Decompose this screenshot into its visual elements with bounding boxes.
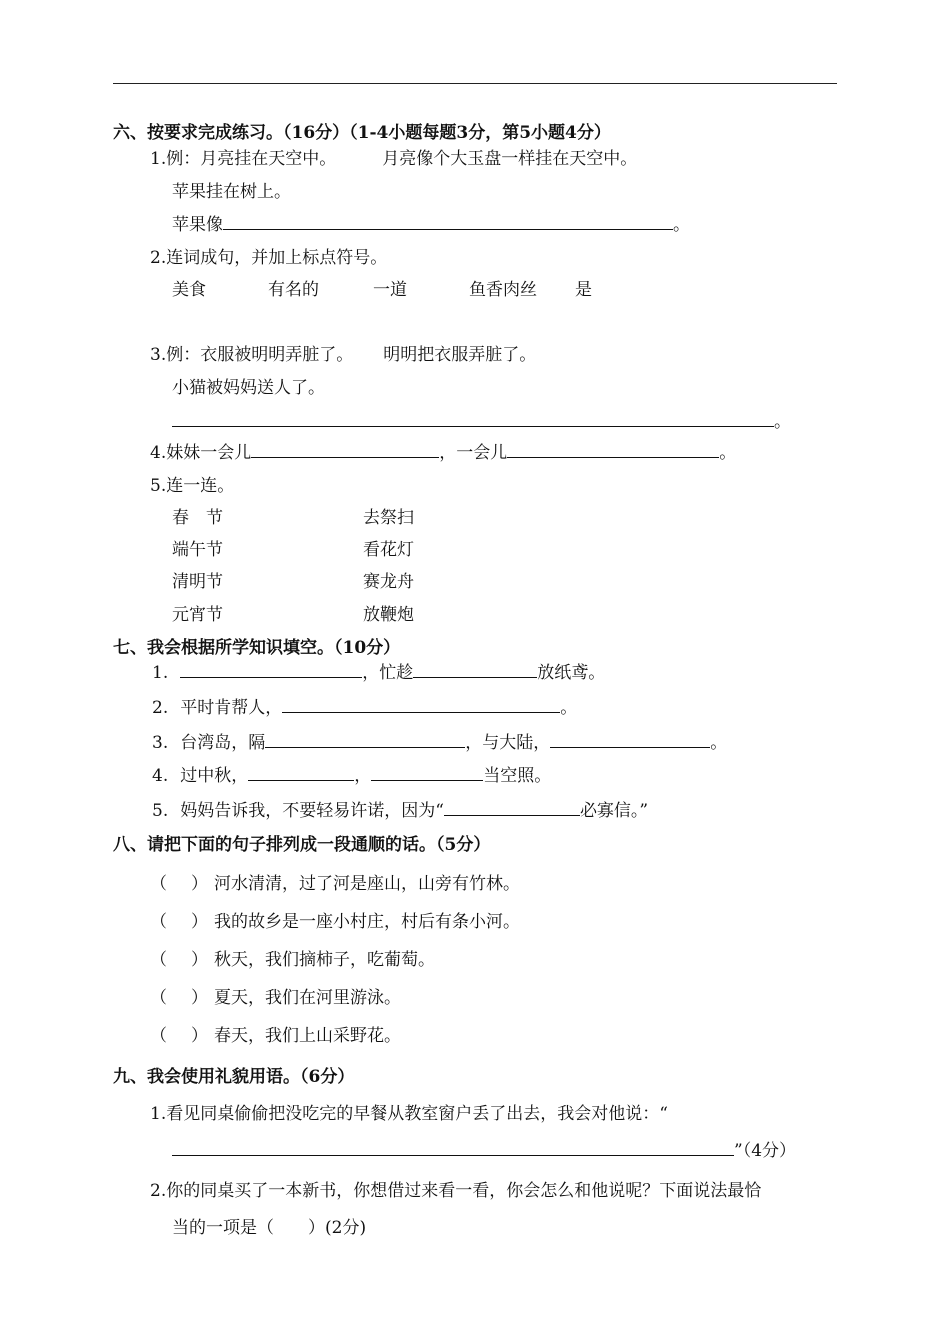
q7-5-blank[interactable] [444,801,580,816]
s8-sentence: 河水清清，过了河是座山，山旁有竹林。 [214,874,520,894]
s8-sentence: 夏天，我们在河里游泳。 [214,988,401,1008]
s8-order-box[interactable]: （ ） [150,1026,208,1046]
q6-3-end: 。 [774,412,791,432]
q6-5-right-item[interactable]: 看花灯 [363,540,414,560]
q7-1-mid: ，忙趁 [362,663,414,683]
s8-item [150,911,520,933]
q7-4-num: 4. [152,766,169,786]
q7-3-mid: ，与大陆， [465,733,551,753]
q6-2-word: 一道 [373,280,407,300]
q6-4-blank-1[interactable] [251,443,439,458]
q6-5-right-item[interactable]: 去祭扫 [363,508,414,528]
q6-1-answer-line [172,214,690,236]
q7-2-prefix: 平时肯帮人， [180,698,283,718]
q6-3-given: 小猫被妈妈送人了。 [172,378,325,398]
s8-order-box[interactable]: （ ） [150,988,208,1008]
q7-5-line [152,800,648,822]
q7-4-line [152,765,551,787]
q7-1-num: 1. [152,663,169,683]
q7-3-num: 3. [152,733,169,753]
q7-4-blank-1[interactable] [248,766,354,781]
s8-sentence: 春天，我们上山采野花。 [214,1026,401,1046]
q6-2-prompt: 2.连词成句，并加上标点符号。 [150,248,388,268]
q7-3-blank-1[interactable] [265,733,465,748]
q7-2-num: 2. [152,698,169,718]
q9-2-line-1: 2.你的同桌买了一本新书，你想借过来看一看，你会怎么和他说呢？下面说法最恰 [150,1181,762,1201]
q7-1-blank-1[interactable] [180,663,362,678]
q7-5-prefix: 妈妈告诉我，不要轻易许诺，因为“ [180,801,444,821]
q6-1-example-a: 1.例：月亮挂在天空中。 [150,149,337,169]
q7-2-end: 。 [560,698,578,718]
q7-3-line [152,732,727,754]
q7-4-blank-2[interactable] [371,766,483,781]
q6-5-right-item[interactable]: 放鞭炮 [363,605,414,625]
section-7-title: 七、我会根据所学知识填空。（10分） [113,638,401,658]
q6-5-left-item[interactable]: 端午节 [172,540,223,560]
section-8-title: 八、请把下面的句子排列成一段通顺的话。（5分） [113,835,491,855]
q9-2-line-2: 当的一项是（ ）(2分) [172,1218,367,1238]
q6-2-word: 有名的 [268,280,319,300]
q7-1-end: 放纸鸢。 [537,663,606,683]
s8-item [150,1025,401,1047]
q6-1-prefix: 苹果像 [172,215,223,235]
q6-2-word: 鱼香肉丝 [469,280,537,300]
q6-2-word: 美食 [172,280,206,300]
header-rule [113,83,837,84]
q7-2-blank[interactable] [282,698,560,713]
q6-5-left-item[interactable]: 元宵节 [172,605,223,625]
q7-4-mid: ， [354,766,372,786]
q6-1-example-b: 月亮像个大玉盘一样挂在天空中。 [382,149,638,169]
q6-4-blank-2[interactable] [507,443,719,458]
q6-3-example-b: 明明把衣服弄脏了。 [383,345,537,365]
q6-1-blank[interactable] [223,215,673,230]
q7-3-end: 。 [710,733,728,753]
q6-3-example [150,344,536,366]
q6-1-end: 。 [673,215,690,235]
q7-4-prefix: 过中秋， [180,766,249,786]
q6-2-word-row [172,279,592,301]
q7-5-end: 必寡信。” [579,801,649,821]
q6-1-example [150,148,637,170]
s8-order-box[interactable]: （ ） [150,950,208,970]
q6-4-line [150,442,736,464]
q6-5-left-item[interactable]: 清明节 [172,572,223,592]
q6-5-left-item[interactable]: 春 节 [172,508,223,528]
s8-order-box[interactable]: （ ） [150,874,208,894]
q9-1-end: ”（4分） [734,1141,797,1161]
section-6-title: 六、按要求完成练习。（16分）（1-4小题每题3分，第5小题4分） [113,123,611,143]
q6-4-end: 。 [719,443,737,463]
s8-order-box[interactable]: （ ） [150,912,208,932]
q6-3-example-a: 3.例：衣服被明明弄脏了。 [150,345,354,365]
s8-item [150,873,520,895]
q7-1-blank-2[interactable] [413,663,537,678]
s8-sentence: 秋天，我们摘柿子，吃葡萄。 [214,950,435,970]
q6-5-prompt: 5.连一连。 [150,476,235,496]
q6-2-word: 是 [575,280,592,300]
q7-2-line [152,697,577,719]
q7-3-blank-2[interactable] [550,733,710,748]
q6-5-right-item[interactable]: 赛龙舟 [363,572,414,592]
q7-4-end: 当空照。 [483,766,552,786]
q7-3-prefix: 台湾岛，隔 [180,733,266,753]
q7-5-num: 5. [152,801,169,821]
q6-1-given: 苹果挂在树上。 [172,182,291,202]
q6-4-mid: ，一会儿 [439,443,508,463]
section-9-title: 九、我会使用礼貌用语。（6分） [113,1067,355,1087]
s8-item [150,987,401,1009]
s8-sentence: 我的故乡是一座小村庄，村后有条小河。 [214,912,520,932]
s8-item [150,949,435,971]
q7-1-line [152,662,605,684]
q6-4-prefix: 4.妹妹一会儿 [150,443,252,463]
q9-1-answer-line [172,1140,796,1162]
q9-1-text: 1.看见同桌偷偷把没吃完的早餐从教室窗户丢了出去，我会对他说：“ [150,1104,668,1124]
q6-3-answer-line [172,411,791,433]
q6-3-blank[interactable] [172,412,774,427]
q9-1-blank[interactable] [172,1141,734,1156]
